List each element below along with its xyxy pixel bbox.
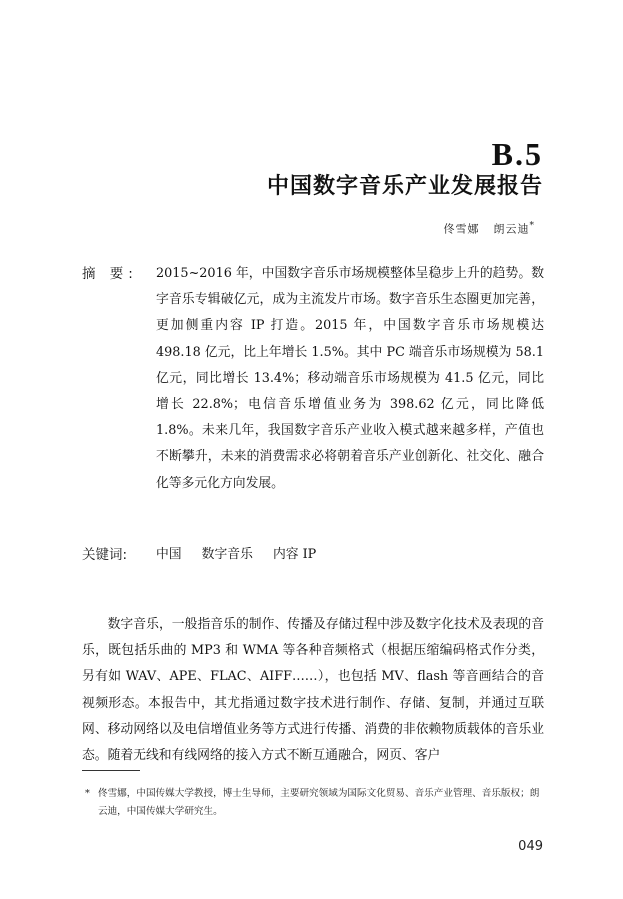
body-paragraph: 数字音乐，一般指音乐的制作、传播及存储过程中涉及数字化技术及表现的音乐，既包括乐曲的 MP3 和 WMA 等各种音频格式（根据压缩编码格式作分类，另有如 WAV、APE、FLAC、AIFF……），也包括 MV、flash 等音画结合的音视频形态。本报告中，其尤指通过数字技术进行制作、存储、复制，并通过互联网、移动网络以及电信增值业务等方式进行传播、消费的非依赖物质载体的音乐业态。随着无线和有线网络的接入方式不断互通融合，网页、客户 <box>82 617 544 764</box>
footnote <box>85 785 544 821</box>
author-second: 朗云迪 <box>493 222 530 236</box>
authors <box>444 218 536 238</box>
keywords-list <box>156 542 332 568</box>
keyword-item: 数字音乐 <box>201 547 253 562</box>
keyword-item: 内容 IP <box>272 547 317 562</box>
keyword-item: 中国 <box>156 547 182 562</box>
abstract-label: 摘 要: <box>82 266 138 282</box>
author-first: 佟雪娜 <box>443 222 480 236</box>
footnote-text: 佟雪娜，中国传媒大学教授，博士生导师，主要研究领域为国际文化贸易、音乐产业管理、音乐版权；朗云迪，中国传媒大学研究生。 <box>98 788 540 817</box>
keywords-label: 关键词: <box>82 547 128 563</box>
chapter-label: B.5 <box>491 136 543 172</box>
abstract-text: 2015~2016 年，中国数字音乐市场规模整体呈稳步上升的趋势。数字音乐专辑破亿元，成为主流发片市场。数字音乐生态圈更加完善，更加侧重内容 IP 打造。2015 年，中国数字音乐市场规模达 498.18 亿元，比上年增长 1.5%。其中 PC 端音乐市场规模为 58.1 亿元，同比增长 13.4%；移动端音乐市场规模为 41.5 亿元，同比增长 22.8%；电信音乐增值业务为 398.62 亿元，同比降低 1.8%。未来几年，我国数字音乐产业收入模式越来越多样，产值也不断攀升，未来的消费需求必将朝着音乐产业创新化、社交化、融合化等多元化方向发展。 <box>156 266 544 491</box>
author-footnote-marker: * <box>529 221 535 231</box>
footnote-marker: * <box>85 788 90 799</box>
footnote-divider <box>82 770 140 771</box>
report-title: 中国数字音乐产业发展报告 <box>266 174 543 199</box>
page-number: 049 <box>518 839 543 854</box>
